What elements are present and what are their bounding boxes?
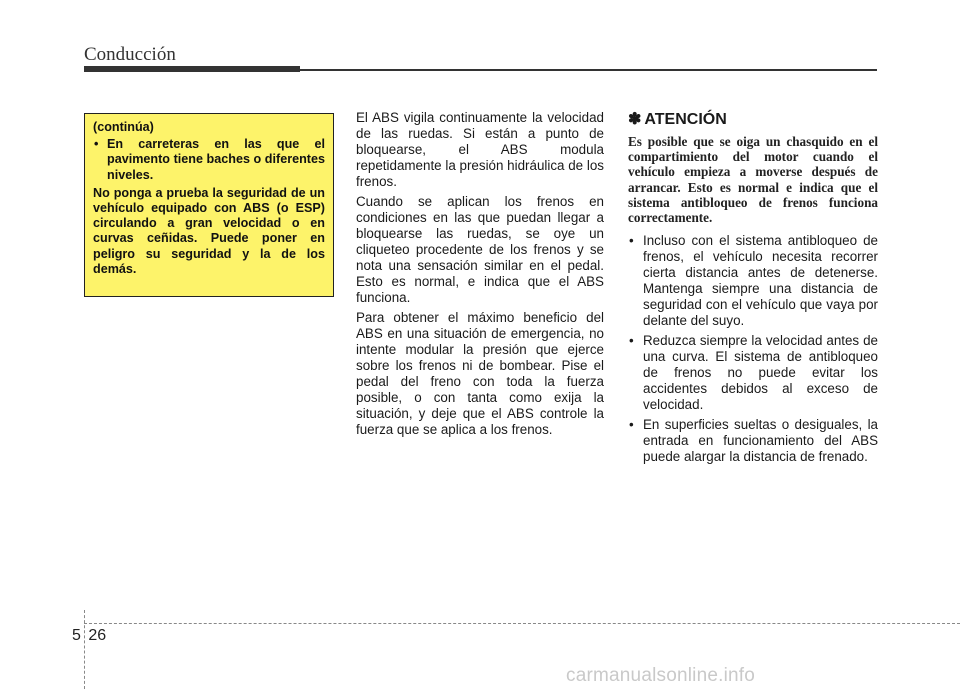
bullet-dot-icon: • xyxy=(629,233,634,249)
warning-heading: (continúa) xyxy=(93,120,154,134)
bullet-dot-icon: • xyxy=(629,333,634,349)
page-number xyxy=(72,627,106,645)
footer-vertical-divider xyxy=(84,610,85,689)
abs-paragraph-1: El ABS vigila continuamente la velocidad de las ruedas. Si están a punto de bloquearse, el ABS modula repetidamente la presión hidráulica de los frenos. xyxy=(356,110,604,189)
page-number-value: 26 xyxy=(88,627,107,644)
section-title: Conducción xyxy=(84,44,176,65)
attention-bullet-text: Incluso con el sistema antibloqueo de frenos, el vehículo necesita recorrer cierta distancia antes de detenerse. Mantenga siempre una distancia de seguridad con el vehículo que vaya por delante del suyo. xyxy=(643,233,878,329)
attention-bullet xyxy=(628,417,878,465)
attention-bullet-text: En superficies sueltas o desiguales, la entrada en funcionamiento del ABS puede alargar la distancia de frenado. xyxy=(643,417,878,465)
attention-bullet-text: Reduzca siempre la velocidad antes de una curva. El sistema de antibloqueo de frenos no puede evitar los accidentes debidos al exceso de velocidad. xyxy=(643,333,878,413)
warning-box xyxy=(84,113,334,297)
footer-divider xyxy=(84,623,960,624)
header-rule-thin xyxy=(300,69,877,71)
warning-bullet xyxy=(93,137,325,183)
warning-paragraph: No ponga a prueba la seguridad de un vehículo equipado con ABS (o ESP) circulando a gran velocidad o en curvas ceñidas. Puede poner en peligro su seguridad y la de los demás. xyxy=(93,185,325,276)
attention-bullet xyxy=(628,233,878,329)
bullet-dot-icon: • xyxy=(629,417,634,433)
chapter-number: 5 xyxy=(72,627,81,644)
watermark: carmanualsonline.info xyxy=(566,665,756,686)
warning-bullet-text: En carreteras en las que el pavimento tiene baches o diferentes niveles. xyxy=(107,137,325,182)
attention-star-icon: ✽ xyxy=(628,111,642,128)
header-rule-thick xyxy=(84,66,300,72)
abs-description-column xyxy=(356,110,604,442)
attention-title xyxy=(628,110,878,130)
bullet-dot-icon: • xyxy=(94,137,99,152)
attention-column xyxy=(628,110,878,469)
abs-paragraph-2: Cuando se aplican los frenos en condiciones en las que puedan llegar a bloquearse las ruedas, se oye un cliqueteo procedente de los frenos y se nota una sensación similar en el pedal. Esto es normal, e indica que el ABS funciona. xyxy=(356,194,604,305)
abs-paragraph-3: Para obtener el máximo beneficio del ABS en una situación de emergencia, no intente modular la presión que ejerce sobre los frenos ni de bombear. Pise el pedal del freno con toda la fuerza posible, o con tanta como exija la situación, y deje que el ABS controle la fuerza que se aplica a los frenos. xyxy=(356,310,604,437)
attention-title-text: ATENCIÓN xyxy=(644,111,727,128)
attention-intro: Es posible que se oiga un chasquido en el compartimiento del motor cuando el vehículo empieza a moverse después de arrancar. Esto es normal e indica que el sistema antibloqueo de frenos funciona correctamente. xyxy=(628,134,878,226)
attention-bullet xyxy=(628,333,878,413)
